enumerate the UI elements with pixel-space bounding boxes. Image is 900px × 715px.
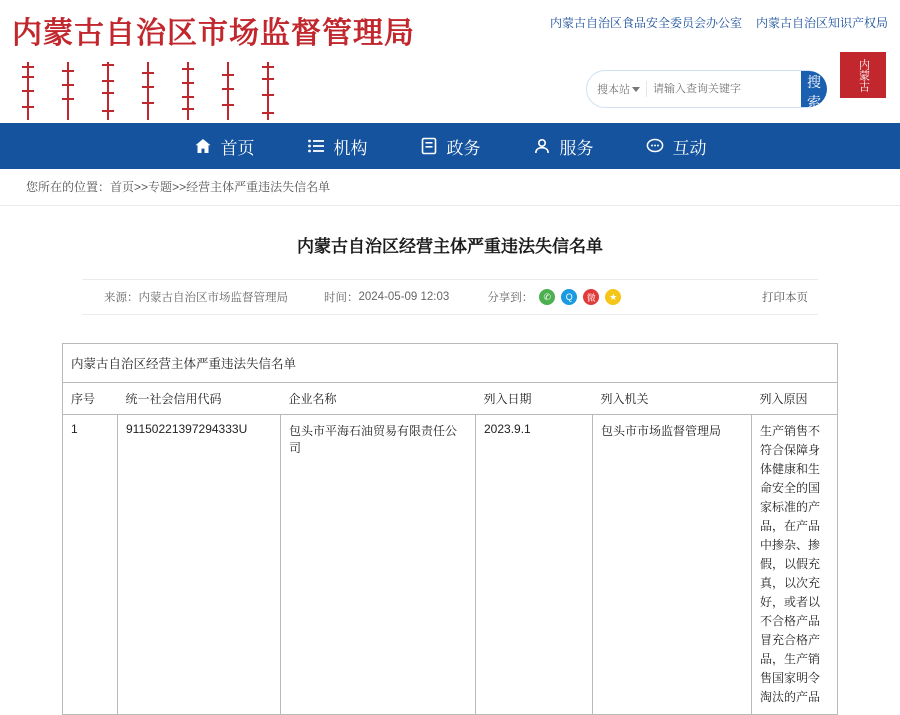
- mongolian-script: [12, 62, 412, 124]
- search-button[interactable]: 搜索: [801, 71, 827, 107]
- table-header-row: [63, 383, 837, 415]
- nav-item-service[interactable]: [533, 134, 594, 159]
- search-input[interactable]: [647, 83, 801, 95]
- chevron-down-icon: [632, 87, 640, 92]
- header-link-food-safety[interactable]: 内蒙古自治区食品安全委员会办公室: [549, 16, 742, 30]
- breadcrumb-item-home[interactable]: 首页: [110, 180, 135, 194]
- search-bar: [586, 70, 826, 108]
- nav-label-government: 政务: [446, 138, 481, 158]
- nav-item-government[interactable]: [420, 134, 481, 159]
- breadcrumb-separator-2: >>: [172, 180, 187, 194]
- breadcrumb-prefix: 您所在的位置：: [26, 180, 111, 194]
- nav-label-home: 首页: [220, 138, 255, 158]
- source-label: 来源：: [104, 292, 139, 304]
- breadcrumb: [0, 169, 900, 206]
- table-header-date: 列入日期: [476, 383, 593, 415]
- cell-no: 1: [63, 415, 118, 715]
- weibo-share-glyph: 微: [586, 292, 596, 303]
- table-header-org: 列入机关: [593, 383, 752, 415]
- nav-label-organization: 机构: [333, 138, 368, 158]
- home-icon: [194, 137, 212, 155]
- document-icon: [420, 137, 438, 155]
- share-group: [487, 289, 621, 305]
- wechat-share-icon[interactable]: [539, 289, 555, 305]
- favorite-share-glyph: ★: [609, 291, 618, 302]
- time-label: 时间：: [324, 292, 359, 304]
- site-title: 内蒙古自治区市场监督管理局: [12, 17, 415, 50]
- cell-date: 2023.9.1: [476, 415, 593, 715]
- search-scope-dropdown[interactable]: [597, 81, 647, 97]
- table-caption-row: [63, 344, 837, 383]
- blacklist-table-wrapper: [62, 343, 838, 715]
- nav-item-organization[interactable]: [307, 134, 368, 159]
- qq-share-icon[interactable]: [561, 289, 577, 305]
- cell-code: 91150221397294333U: [118, 415, 281, 715]
- time-value: 2024-05-09 12:03: [358, 291, 450, 303]
- main-nav: [0, 123, 900, 169]
- table-header-reason: 列入原因: [752, 383, 838, 415]
- breadcrumb-item-current[interactable]: 经营主体严重违法失信名单: [186, 180, 331, 194]
- site-logo[interactable]: [12, 8, 415, 124]
- nav-item-home[interactable]: [194, 134, 255, 159]
- table-row: [63, 415, 837, 715]
- page-title: 内蒙古自治区经营主体严重违法失信名单: [297, 237, 603, 256]
- site-header: [0, 0, 900, 123]
- blacklist-table: [63, 344, 837, 715]
- wechat-share-glyph: ✆: [543, 291, 552, 302]
- header-link-ip-office[interactable]: 内蒙古自治区知识产权局: [755, 16, 888, 30]
- table-header-company: 企业名称: [281, 383, 476, 415]
- print-page-button[interactable]: 打印本页: [762, 292, 808, 304]
- table-header-code: 统一社会信用代码: [118, 383, 281, 415]
- list-icon: [307, 137, 325, 155]
- table-header-no: 序号: [63, 383, 118, 415]
- chat-icon: [646, 137, 664, 155]
- nav-label-service: 服务: [559, 138, 594, 158]
- cell-reason: 生产销售不符合保障身体健康和生命安全的国家标准的产品，在产品中掺杂、掺假，以假充真，以次充好，或者以不合格产品冒充合格产品，生产销售国家明令淘汰的产品: [752, 415, 838, 715]
- article-meta: [82, 279, 818, 315]
- favorite-share-icon[interactable]: [605, 289, 621, 305]
- search-scope-label: 搜本站: [597, 84, 630, 96]
- header-links: [550, 14, 888, 31]
- table-caption: 内蒙古自治区经营主体严重违法失信名单: [63, 344, 837, 383]
- qq-share-glyph: Q: [565, 292, 573, 302]
- cell-org: 包头市市场监督管理局: [593, 415, 752, 715]
- breadcrumb-separator-1: >>: [134, 180, 149, 194]
- seal-badge: 内蒙古: [840, 52, 886, 98]
- weibo-share-icon[interactable]: [583, 289, 599, 305]
- cell-company: 包头市平海石油贸易有限责任公司: [281, 415, 476, 715]
- nav-label-interaction: 互动: [672, 138, 707, 158]
- nav-item-interaction[interactable]: [646, 134, 707, 159]
- user-icon: [533, 137, 551, 155]
- share-label: 分享到：: [487, 292, 534, 304]
- breadcrumb-item-topic[interactable]: 专题: [148, 180, 173, 194]
- source-value: 内蒙古自治区市场监督管理局: [138, 292, 288, 304]
